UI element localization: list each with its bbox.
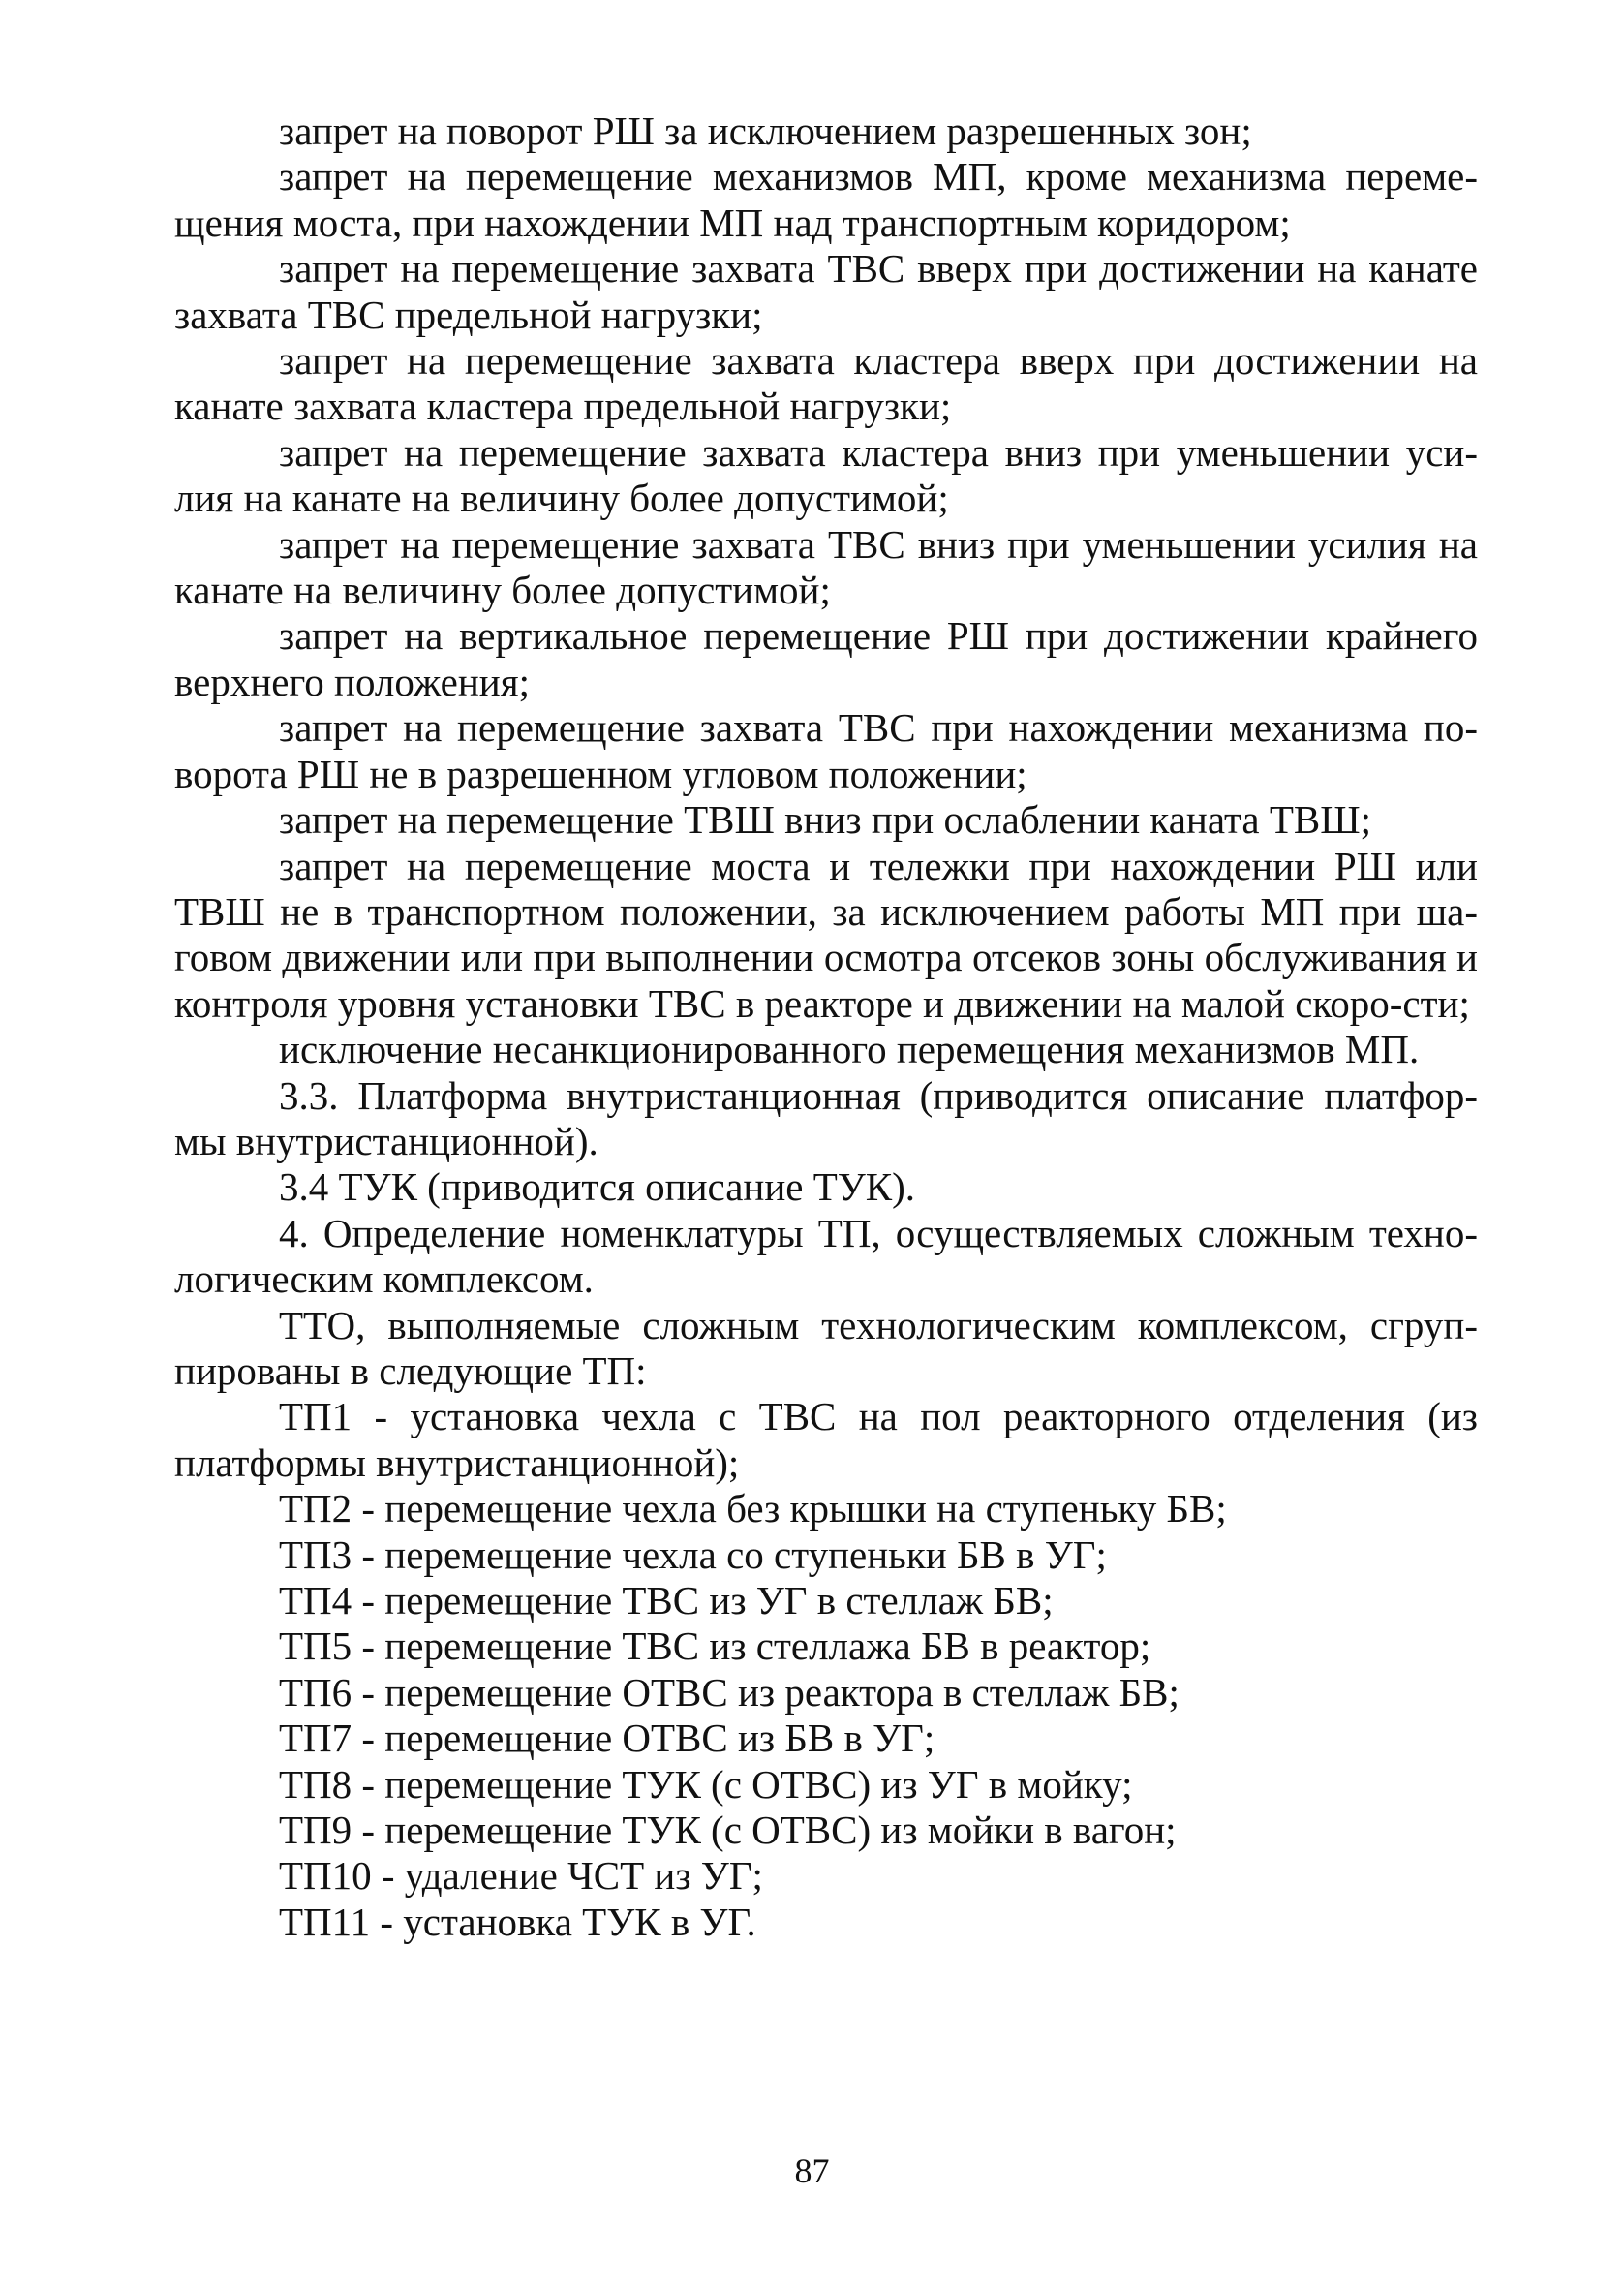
paragraph: запрет на перемещение механизмов МП, кроме механизма переме-щения моста, при нахождении МП над транспортным коридором; <box>174 154 1478 245</box>
list-item: ТП6 - перемещение ОТВС из реактора в стеллаж БВ; <box>279 1669 1180 1715</box>
section-paragraph: 3.4 ТУК (приводится описание ТУК). <box>279 1164 916 1210</box>
paragraph: запрет на перемещение захвата кластера вверх при достижении на канате захвата кластера предельной нагрузки; <box>174 338 1478 429</box>
list-item: ТП3 - перемещение чехла со ступеньки БВ в УГ; <box>279 1531 1107 1577</box>
section-paragraph: 4. Определение номенклатуры ТП, осуществляемых сложным техно-логическим комплексом. <box>174 1210 1478 1302</box>
list-item: ТП5 - перемещение ТВС из стеллажа БВ в реактор; <box>279 1624 1151 1669</box>
paragraph: запрет на перемещение моста и тележки при нахождении РШ или ТВШ не в транспортном положении, за исключением работы МП при ша-говом движении или при выполнении осмотра отсеков зоны обслуживания и контроля уровня установки ТВС в реакторе и движении на малой скоро-сти; <box>174 843 1478 1026</box>
paragraph: запрет на перемещение ТВШ вниз при ослаблении каната ТВШ; <box>279 797 1371 843</box>
list-item: ТП8 - перемещение ТУК (с ОТВС) из УГ в мойку; <box>279 1761 1133 1807</box>
paragraph: ТТО, выполняемые сложным технологическим комплексом, сгруп-пированы в следующие ТП: <box>174 1302 1478 1393</box>
paragraph: запрет на перемещение захвата кластера вниз при уменьшении уси-лия на канате на величину более допустимой; <box>174 429 1478 521</box>
paragraph: запрет на перемещение захвата ТВС вверх при достижении на канате захвата ТВС предельной нагрузки; <box>174 246 1478 337</box>
list-item: ТП4 - перемещение ТВС из УГ в стеллаж БВ; <box>279 1578 1054 1623</box>
list-item: ТП9 - перемещение ТУК (с ОТВС) из мойки в вагон; <box>279 1808 1177 1853</box>
list-item: ТП2 - перемещение чехла без крышки на ступеньку БВ; <box>279 1486 1227 1531</box>
section-paragraph: 3.3. Платформа внутристанционная (приводится описание платфор-мы внутристанционной). <box>174 1072 1478 1163</box>
list-item: ТП10 - удаление ЧСТ из УГ; <box>279 1853 763 1899</box>
list-item: ТП1 - установка чехла с ТВС на пол реакторного отделения (из платформы внутристанционной); <box>174 1394 1478 1485</box>
paragraph: запрет на перемещение захвата ТВС при нахождении механизма по-ворота РШ не в разрешенном угловом положении; <box>174 705 1478 796</box>
body-text <box>174 108 1478 1945</box>
paragraph: запрет на поворот РШ за исключением разрешенных зон; <box>279 108 1252 153</box>
page-number: 87 <box>794 2151 830 2190</box>
list-item: ТП7 - перемещение ОТВС из БВ в УГ; <box>279 1716 935 1761</box>
list-item: ТП11 - установка ТУК в УГ. <box>279 1899 756 1944</box>
paragraph: запрет на перемещение захвата ТВС вниз при уменьшении усилия на канате на величину более допустимой; <box>174 521 1478 613</box>
paragraph: запрет на вертикальное перемещение РШ при достижении крайнего верхнего положения; <box>174 613 1478 704</box>
paragraph: исключение несанкционированного перемещения механизмов МП. <box>279 1027 1420 1072</box>
